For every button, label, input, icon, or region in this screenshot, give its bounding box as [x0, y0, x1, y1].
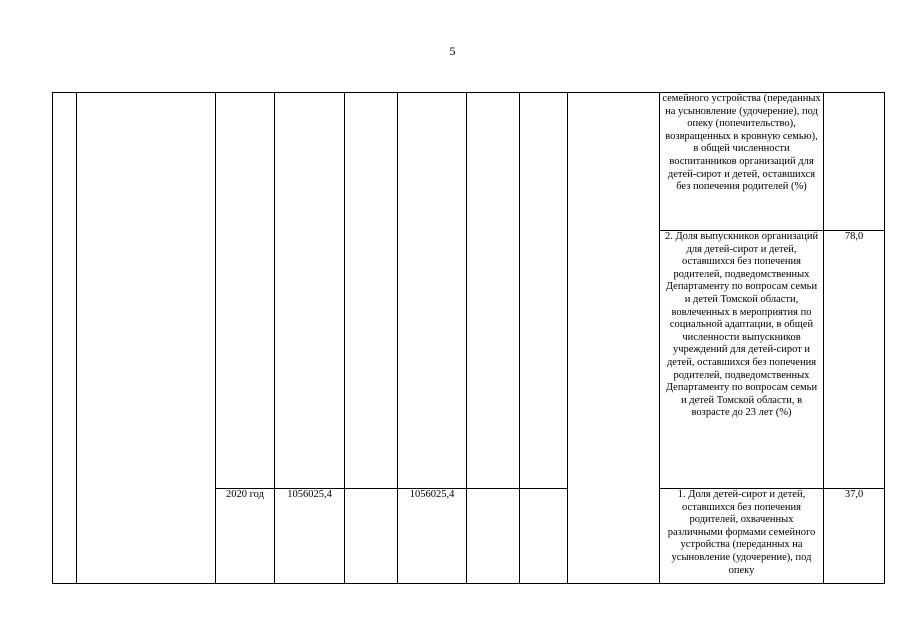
year-cell — [216, 93, 275, 489]
other-cell — [520, 489, 568, 584]
row-number-cell — [53, 93, 77, 584]
federal-cell — [345, 93, 398, 489]
total-cell: 1056025,4 — [275, 489, 345, 584]
executor-cell — [568, 93, 660, 584]
indicator-value-cell: 37,0 — [824, 489, 885, 584]
federal-cell — [345, 489, 398, 584]
local-cell — [467, 93, 520, 489]
task-name-cell — [77, 93, 216, 584]
indicator-cell: семейного устройства (переданных на усыновление (удочерение), под опеку (попечительство), возвращенных в кровную семью), в общей численности воспитанников организаций для детей-сирот и детей, оставшихся без попечения родителей (%) — [660, 93, 824, 231]
regional-cell — [398, 93, 467, 489]
year-cell: 2020 год — [216, 489, 275, 584]
regional-cell: 1056025,4 — [398, 489, 467, 584]
page-number: 5 — [449, 44, 456, 58]
indicator-value-cell: 78,0 — [824, 231, 885, 489]
program-table — [52, 92, 885, 584]
indicator-cell: 1. Доля детей-сирот и детей, оставшихся без попечения родителей, охваченных различными формами семейного устройства (переданных на усыновление (удочерение), под опеку — [660, 489, 824, 584]
indicator-cell: 2. Доля выпускников организаций для детей-сирот и детей, оставшихся без попечения родителей, подведомственных Департаменту по вопросам семьи и детей Томской области, вовлеченных в мероприятия по социальной адаптации, в общей численности выпускников учреждений для детей-сирот и детей, оставшихся без попечения родителей, подведомственных Департаменту по вопросам семьи и детей Томской области, в возрасте до 23 лет (%) — [660, 231, 824, 489]
total-cell — [275, 93, 345, 489]
other-cell — [520, 93, 568, 489]
table-row — [53, 93, 885, 231]
local-cell — [467, 489, 520, 584]
indicator-value-cell — [824, 93, 885, 231]
